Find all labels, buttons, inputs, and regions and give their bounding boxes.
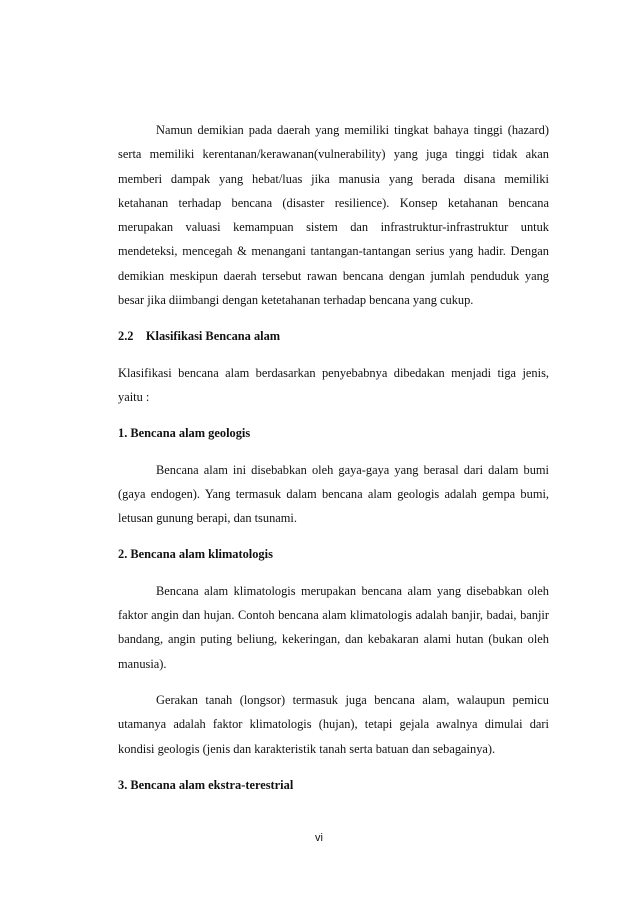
paragraph-klasifikasi: Klasifikasi bencana alam berdasarkan penyebabnya dibedakan menjadi tiga jenis, yaitu :	[118, 365, 549, 404]
spacer	[118, 676, 549, 688]
paragraph-klimatologis-2: Gerakan tanah (longsor) termasuk juga bencana alam, walaupun pemicu utamanya adalah faktor klimatologis (hujan), tetapi gejala awalnya dimulai dari kondisi geologis (jenis dan karakteristik tanah serta batuan dan sebagainya).	[118, 692, 549, 756]
page-body	[118, 118, 549, 797]
heading-klimatologis: 2. Bencana alam klimatologis	[118, 547, 273, 562]
spacer	[118, 312, 549, 324]
spacer	[118, 446, 549, 458]
paragraph-klimatologis-1: Bencana alam klimatologis merupakan bencana alam yang disebabkan oleh faktor angin dan hujan. Contoh bencana alam klimatologis adalah banjir, badai, banjir bandang, angin puting beliung, kekeringan, dan kebakaran alami hutan (bukan oleh manusia).	[118, 583, 549, 671]
heading-ekstra-terestrial: 3. Bencana alam ekstra-terestrial	[118, 777, 294, 792]
spacer	[118, 567, 549, 579]
spacer	[118, 761, 549, 773]
spacer	[118, 530, 549, 542]
page-number: vi	[315, 832, 323, 844]
paragraph-intro: Namun demikian pada daerah yang memiliki tingkat bahaya tinggi (hazard) serta memiliki kerentanan/kerawanan(vulnerability) yang juga tinggi tidak akan memberi dampak yang hebat/luas jika manusia yang berada disana memiliki ketahanan terhadap bencana (disaster resilience). Konsep ketahanan bencana merupakan valuasi kemampuan sistem dan infrastruktur-infrastruktur untuk mendeteksi, mencegah & menangani tantangan-tantangan serius yang hadir. Dengan demikian meskipun daerah tersebut rawan bencana dengan jumlah penduduk yang besar jika diimbangi dengan ketetahanan terhadap bencana yang cukup.	[118, 123, 549, 308]
spacer	[118, 349, 549, 361]
paragraph-geologis: Bencana alam ini disebabkan oleh gaya-gaya yang berasal dari dalam bumi (gaya endogen). Yang termasuk dalam bencana alam geologis adalah gempa bumi, letusan gunung berapi, dan tsunami.	[118, 462, 549, 526]
section-heading: 2.2 Klasifikasi Bencana alam	[118, 329, 281, 344]
heading-geologis: 1. Bencana alam geologis	[118, 426, 251, 441]
spacer	[118, 409, 549, 421]
